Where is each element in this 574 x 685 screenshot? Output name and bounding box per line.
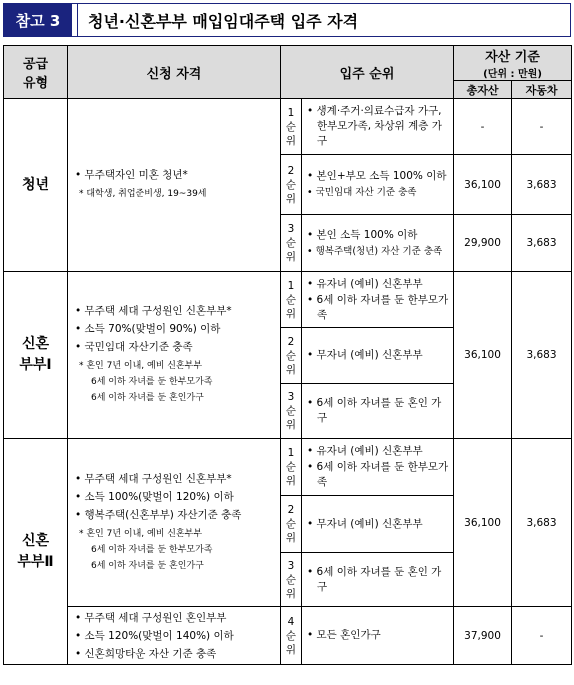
priority-cell: • 무자녀 (예비) 신혼부부 (302, 496, 454, 553)
rank-cell: 1 순 위 (281, 99, 302, 155)
total-asset-value: - (454, 99, 512, 155)
total-asset-value: 29,900 (454, 215, 512, 272)
header-total-asset: 총자산 (454, 81, 512, 99)
type-youth: 청년 (4, 99, 68, 272)
newlywed2-extra-qualification: • 무주택 세대 구성원인 혼인부부 • 소득 120%(맞벌이 140%) 이하 • 신혼희망타운 자산 기준 충족 (68, 607, 281, 665)
table-row (4, 99, 572, 155)
priority-cell: • 본인 소득 100% 이하 • 행복주택(청년) 자산 기준 충족 (302, 215, 454, 272)
eligibility-table (3, 45, 572, 665)
reference-label: 참고 3 (4, 4, 72, 36)
rank-cell: 1 순 위 (281, 439, 302, 496)
priority-cell: • 유자녀 (예비) 신혼부부 • 6세 이하 자녀를 둔 한부모가족 (302, 272, 454, 328)
type-newlywed-1: 신혼 부부Ⅰ (4, 272, 68, 439)
rank-cell: 1 순 위 (281, 272, 302, 328)
newlywed1-qualification: • 무주택 세대 구성원인 신혼부부* • 소득 70%(맞벌이 90%) 이하 • 국민임대 자산기준 충족 * 혼인 7년 이내, 예비 신혼부부 6세 이하 자녀를 둔 한부모가족 6세 이하 자녀를 둔 혼인가구 (68, 272, 281, 439)
table-row (4, 607, 572, 665)
page-header (3, 3, 571, 37)
rank-cell: 2 순 위 (281, 496, 302, 553)
priority-cell: • 생계·주거·의료수급자 가구, 한부모가족, 차상위 계층 가구 (302, 99, 454, 155)
total-asset-value: 36,100 (454, 155, 512, 215)
newlywed2-qualification: • 무주택 세대 구성원인 신혼부부* • 소득 100%(맞벌이 120%) 이하 • 행복주택(신혼부부) 자산기준 충족 * 혼인 7년 이내, 예비 신혼부부 6세 이하 자녀를 둔 한부모가족 6세 이하 자녀를 둔 혼인가구 (68, 439, 281, 607)
priority-cell: • 6세 이하 자녀를 둔 혼인 가구 (302, 384, 454, 439)
page-title: 청년·신혼부부 매입임대주택 입주 자격 (88, 11, 359, 31)
youth-qualification: • 무주택자인 미혼 청년* * 대학생, 취업준비생, 19~39세 (68, 99, 281, 272)
priority-cell: • 무자녀 (예비) 신혼부부 (302, 328, 454, 384)
rank-cell: 2 순 위 (281, 155, 302, 215)
car-value: 3,683 (512, 272, 572, 439)
car-value: - (512, 607, 572, 665)
car-value: 3,683 (512, 215, 572, 272)
car-value: - (512, 99, 572, 155)
rank-cell: 3 순 위 (281, 553, 302, 607)
rank-cell: 3 순 위 (281, 215, 302, 272)
asset-unit: (단위 : 만원) (483, 69, 542, 80)
total-asset-value: 37,900 (454, 607, 512, 665)
rank-cell: 3 순 위 (281, 384, 302, 439)
priority-cell: • 유자녀 (예비) 신혼부부 • 6세 이하 자녀를 둔 한부모가족 (302, 439, 454, 496)
car-value: 3,683 (512, 155, 572, 215)
priority-cell: • 본인+부모 소득 100% 이하 • 국민임대 자산 기준 충족 (302, 155, 454, 215)
table-row (4, 439, 572, 496)
priority-cell: • 모든 혼인가구 (302, 607, 454, 665)
table-row (4, 272, 572, 328)
header-priority: 입주 순위 (281, 46, 454, 99)
car-value: 3,683 (512, 439, 572, 607)
priority-cell: • 6세 이하 자녀를 둔 혼인 가구 (302, 553, 454, 607)
rank-cell: 4 순 위 (281, 607, 302, 665)
header-car: 자동차 (512, 81, 572, 99)
header-supply-type: 공급 유형 (4, 46, 68, 99)
type-newlywed-2: 신혼 부부Ⅱ (4, 439, 68, 665)
total-asset-value: 36,100 (454, 439, 512, 607)
header-asset-criteria: 자산 기준 (단위 : 만원) (454, 46, 572, 81)
header-qualification: 신청 자격 (68, 46, 281, 99)
total-asset-value: 36,100 (454, 272, 512, 439)
rank-cell: 2 순 위 (281, 328, 302, 384)
